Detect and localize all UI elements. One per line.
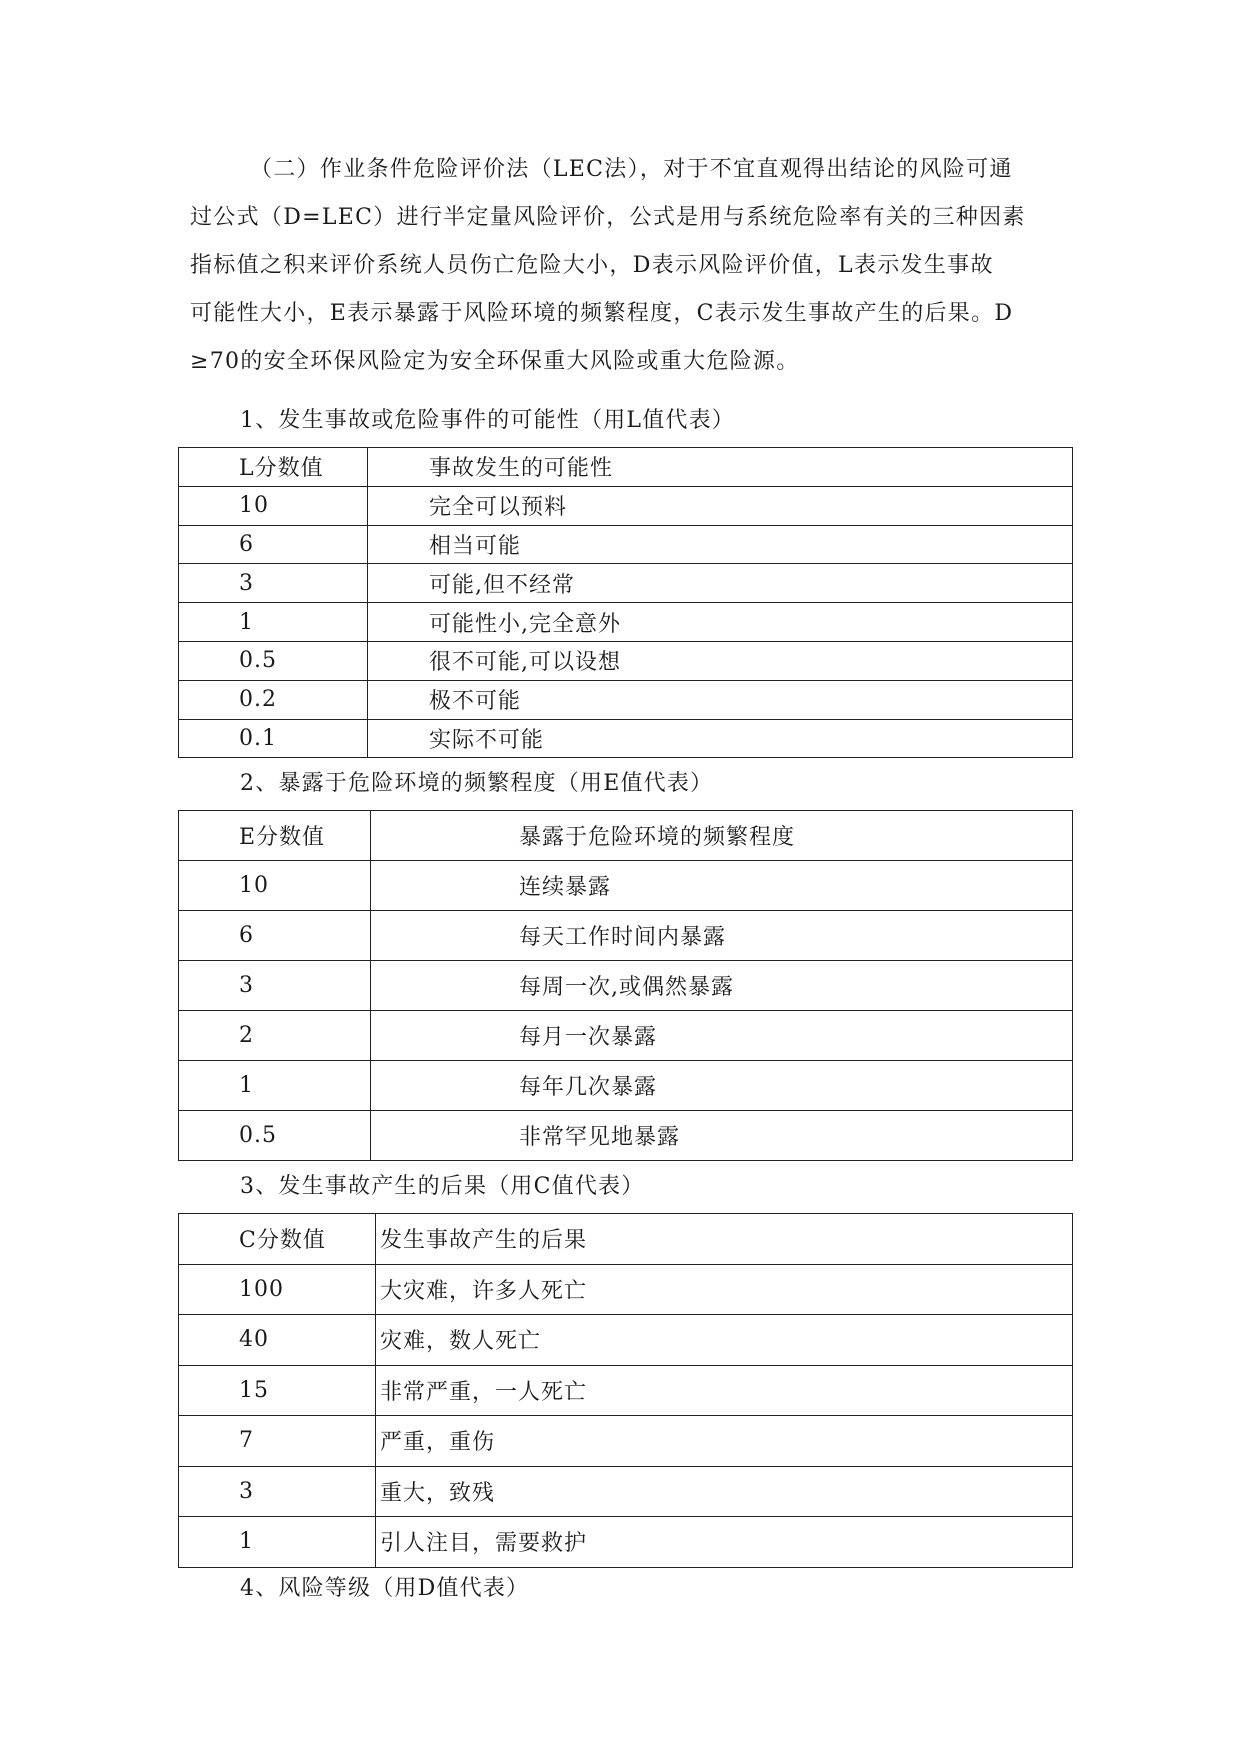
- score-cell: 40: [179, 1315, 376, 1366]
- header-cell: E分数值: [179, 811, 371, 861]
- header-cell: 事故发生的可能性: [368, 448, 1073, 487]
- score-cell: 7: [179, 1416, 376, 1467]
- score-cell: 6: [179, 525, 368, 564]
- intro-line: 可能性大小，E表示暴露于风险环境的频繁程度，C表示发生事故产生的后果。D: [190, 301, 1014, 326]
- intro-line: ≥70的安全环保风险定为安全环保重大风险或重大危险源。: [190, 349, 800, 374]
- description-cell: 重大，致残: [376, 1466, 1073, 1517]
- intro-line: （二）作业条件危险评价法（LEC法），对于不宜直观得出结论的风险可通: [250, 157, 1013, 182]
- score-cell: 6: [179, 911, 371, 961]
- header-cell: L分数值: [179, 448, 368, 487]
- description-cell: 每年几次暴露: [371, 1061, 1073, 1111]
- table-header-row: [179, 448, 1073, 487]
- intro-line: 指标值之积来评价系统人员伤亡危险大小，D表示风险评价值，L表示发生事故: [190, 253, 994, 278]
- table-row: [179, 641, 1073, 680]
- description-cell: 每天工作时间内暴露: [371, 911, 1073, 961]
- table-row: [179, 1264, 1073, 1315]
- table-row: [179, 486, 1073, 525]
- score-cell: 0.5: [179, 641, 368, 680]
- table-row: [179, 1111, 1073, 1161]
- score-cell: 15: [179, 1365, 376, 1416]
- exposure-table: [178, 810, 1073, 1161]
- description-cell: 极不可能: [368, 680, 1073, 719]
- table-row: [179, 1061, 1073, 1111]
- table-row: [179, 1011, 1073, 1061]
- description-cell: 可能,但不经常: [368, 564, 1073, 603]
- score-cell: 1: [179, 603, 368, 642]
- score-cell: 100: [179, 1264, 376, 1315]
- description-cell: 连续暴露: [371, 861, 1073, 911]
- score-cell: 1: [179, 1061, 371, 1111]
- score-cell: 1: [179, 1517, 376, 1568]
- table-row: [179, 1466, 1073, 1517]
- section-l-heading: 1、发生事故或危险事件的可能性（用L值代表）: [240, 408, 736, 433]
- description-cell: 严重，重伤: [376, 1416, 1073, 1467]
- score-cell: 10: [179, 486, 368, 525]
- score-cell: 2: [179, 1011, 371, 1061]
- description-cell: 引人注目，需要救护: [376, 1517, 1073, 1568]
- table-header-row: [179, 1214, 1073, 1265]
- description-cell: 每周一次,或偶然暴露: [371, 961, 1073, 1011]
- score-cell: 0.1: [179, 719, 368, 758]
- table-row: [179, 861, 1073, 911]
- likelihood-table: [178, 447, 1073, 758]
- section-e-heading: 2、暴露于危险环境的频繁程度（用E值代表）: [240, 771, 714, 796]
- score-cell: 0.5: [179, 1111, 371, 1161]
- table-row: [179, 525, 1073, 564]
- description-cell: 每月一次暴露: [371, 1011, 1073, 1061]
- description-cell: 实际不可能: [368, 719, 1073, 758]
- score-cell: 3: [179, 1466, 376, 1517]
- description-cell: 大灾难，许多人死亡: [376, 1264, 1073, 1315]
- table-row: [179, 1365, 1073, 1416]
- intro-line: 过公式（D=LEC）进行半定量风险评价，公式是用与系统危险率有关的三种因素: [190, 205, 1026, 230]
- table-header-row: [179, 811, 1073, 861]
- description-cell: 相当可能: [368, 525, 1073, 564]
- header-cell: C分数值: [179, 1214, 376, 1265]
- score-cell: 10: [179, 861, 371, 911]
- section-c-heading: 3、发生事故产生的后果（用C值代表）: [240, 1174, 645, 1199]
- description-cell: 可能性小,完全意外: [368, 603, 1073, 642]
- description-cell: 灾难，数人死亡: [376, 1315, 1073, 1366]
- description-cell: 非常严重，一人死亡: [376, 1365, 1073, 1416]
- section-d-heading: 4、风险等级（用D值代表）: [240, 1576, 530, 1601]
- table-row: [179, 564, 1073, 603]
- table-row: [179, 1315, 1073, 1366]
- header-cell: 发生事故产生的后果: [376, 1214, 1073, 1265]
- table-row: [179, 719, 1073, 758]
- description-cell: 非常罕见地暴露: [371, 1111, 1073, 1161]
- table-row: [179, 911, 1073, 961]
- score-cell: 0.2: [179, 680, 368, 719]
- table-row: [179, 680, 1073, 719]
- score-cell: 3: [179, 564, 368, 603]
- table-row: [179, 603, 1073, 642]
- table-row: [179, 961, 1073, 1011]
- table-row: [179, 1517, 1073, 1568]
- score-cell: 3: [179, 961, 371, 1011]
- table-row: [179, 1416, 1073, 1467]
- consequence-table: [178, 1213, 1073, 1568]
- description-cell: 很不可能,可以设想: [368, 641, 1073, 680]
- description-cell: 完全可以预料: [368, 486, 1073, 525]
- header-cell: 暴露于危险环境的频繁程度: [371, 811, 1073, 861]
